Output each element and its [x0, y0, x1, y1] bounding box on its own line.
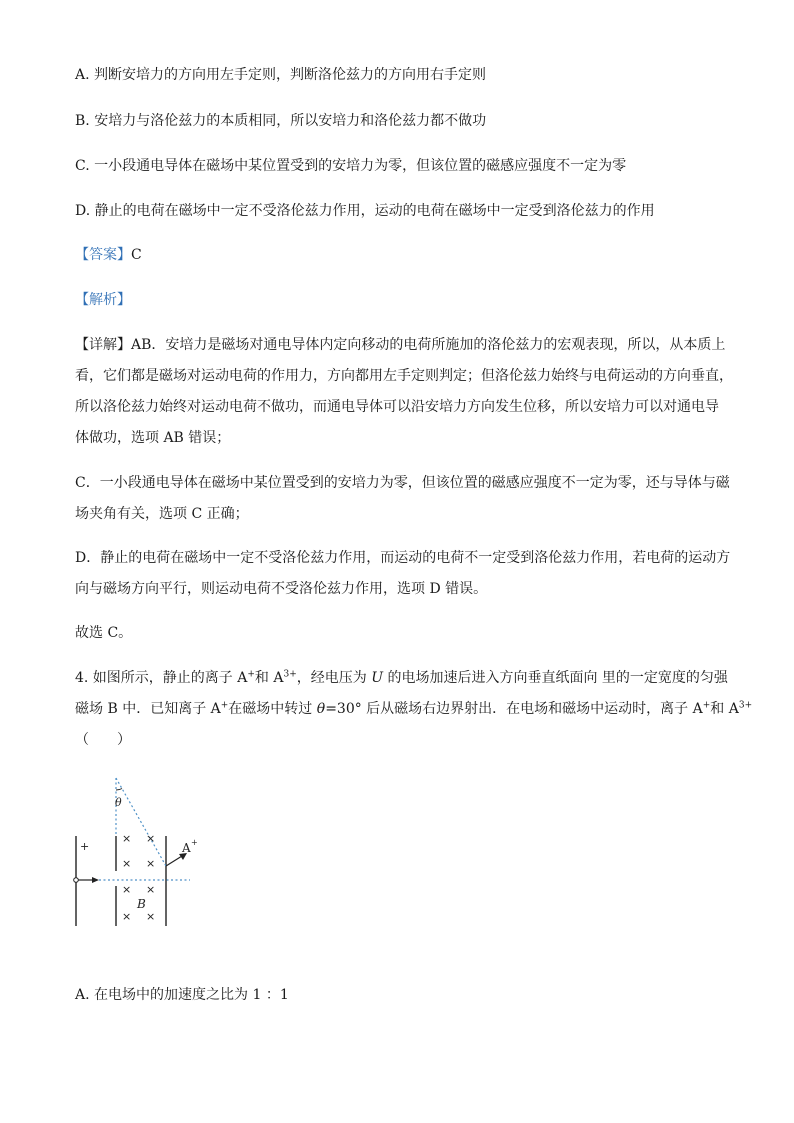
- analysis-label: 【解析】: [75, 292, 131, 308]
- plus-sign: +: [80, 840, 90, 853]
- question4-line-1: 4. 如图所示，静止的离子 A+和 $A^{3+}$，经电压为 U 的电场加速后进入方向垂直纸面向 里的一定宽度的匀强: [75, 669, 728, 686]
- cross-mark: ×: [122, 883, 132, 896]
- cross-mark: ×: [122, 832, 132, 845]
- cross-mark: ×: [122, 857, 132, 870]
- field-label: B: [137, 897, 146, 911]
- exit-arrow: [166, 856, 182, 866]
- option-a-q4: A. 在电场中的加速度之比为 1 ：1: [75, 987, 289, 1003]
- detail-label: 【详解】: [75, 337, 131, 353]
- option-b-q3: B. 安培力与洛伦兹力的本质相同，所以安培力和洛伦兹力都不做功: [75, 113, 487, 129]
- cross-mark: ×: [146, 883, 156, 896]
- theta-arc: [116, 789, 122, 791]
- detail-c-line-1: C．一小段通电导体在磁场中某位置受到的安培力为零，但该位置的磁感应强度不一定为零，还与导体与磁: [75, 475, 730, 491]
- ion-charge: +: [191, 838, 198, 847]
- cross-mark: ×: [146, 832, 156, 845]
- ion-source: [74, 878, 79, 883]
- answer-label: 【答案】: [75, 247, 131, 263]
- option-c-q3: C. 一小段通电导体在磁场中某位置受到的安培力为零，但该位置的磁感应强度不一定为零: [75, 158, 627, 174]
- option-a-q3: A. 判断安培力的方向用左手定则，判断洛伦兹力的方向用右手定则: [75, 67, 487, 83]
- entry-arrowhead: [92, 877, 99, 883]
- cross-mark: ×: [122, 910, 132, 923]
- ion-label: A: [182, 841, 191, 855]
- detail-ab-line-4: 体做功，选项 AB 错误；: [75, 430, 231, 446]
- option-d-q3: D. 静止的电荷在磁场中一定不受洛伦兹力作用，运动的电荷在磁场中一定受到洛伦兹力的作用: [75, 203, 655, 219]
- detail-ab-line-3: 所以洛伦兹力始终对运动电荷不做功，而通电导体可以沿安培力方向发生位移，所以安培力可以对通电导: [75, 399, 719, 415]
- detail-d-line-1: D．静止的电荷在磁场中一定不受洛伦兹力作用，而运动的电荷不一定受到洛伦兹力作用，若电荷的运动方: [75, 550, 731, 566]
- question4-blank: （ ）: [75, 732, 131, 748]
- detail-c-line-2: 场夹角有关，选项 C 正确；: [75, 506, 249, 522]
- detail-ab-line-2: 看，它们都是磁场对运动电荷的作用力，方向都用左手定则判定；但洛伦兹力始终与电荷运动的方向垂直，: [75, 368, 733, 384]
- question4-line-2: 磁场 B 中．已知离子 A+在磁场中转过 θ=30° 后从磁场右边界射出．在电场和磁场中运动时，离子 A+和 $A^{3+}$: [75, 700, 753, 717]
- answer-value: C: [131, 247, 142, 263]
- cross-mark: ×: [146, 857, 156, 870]
- answer-line: [75, 245, 142, 265]
- detail-d-line-2: 向与磁场方向平行，则运动电荷不受洛伦兹力作用，选项 D 错误。: [75, 581, 488, 597]
- radius-dotted: [116, 778, 166, 866]
- analysis-heading: [75, 290, 131, 310]
- conclusion: 故选 C。: [75, 625, 133, 641]
- detail-ab-line-1: 【详解】AB．安培力是磁场对通电导体内定向移动的电荷所施加的洛伦兹力的宏观表现，所以，从本质上: [75, 337, 726, 353]
- cross-mark: ×: [146, 910, 156, 923]
- physics-figure: [66, 770, 206, 935]
- theta-label: θ: [115, 796, 122, 809]
